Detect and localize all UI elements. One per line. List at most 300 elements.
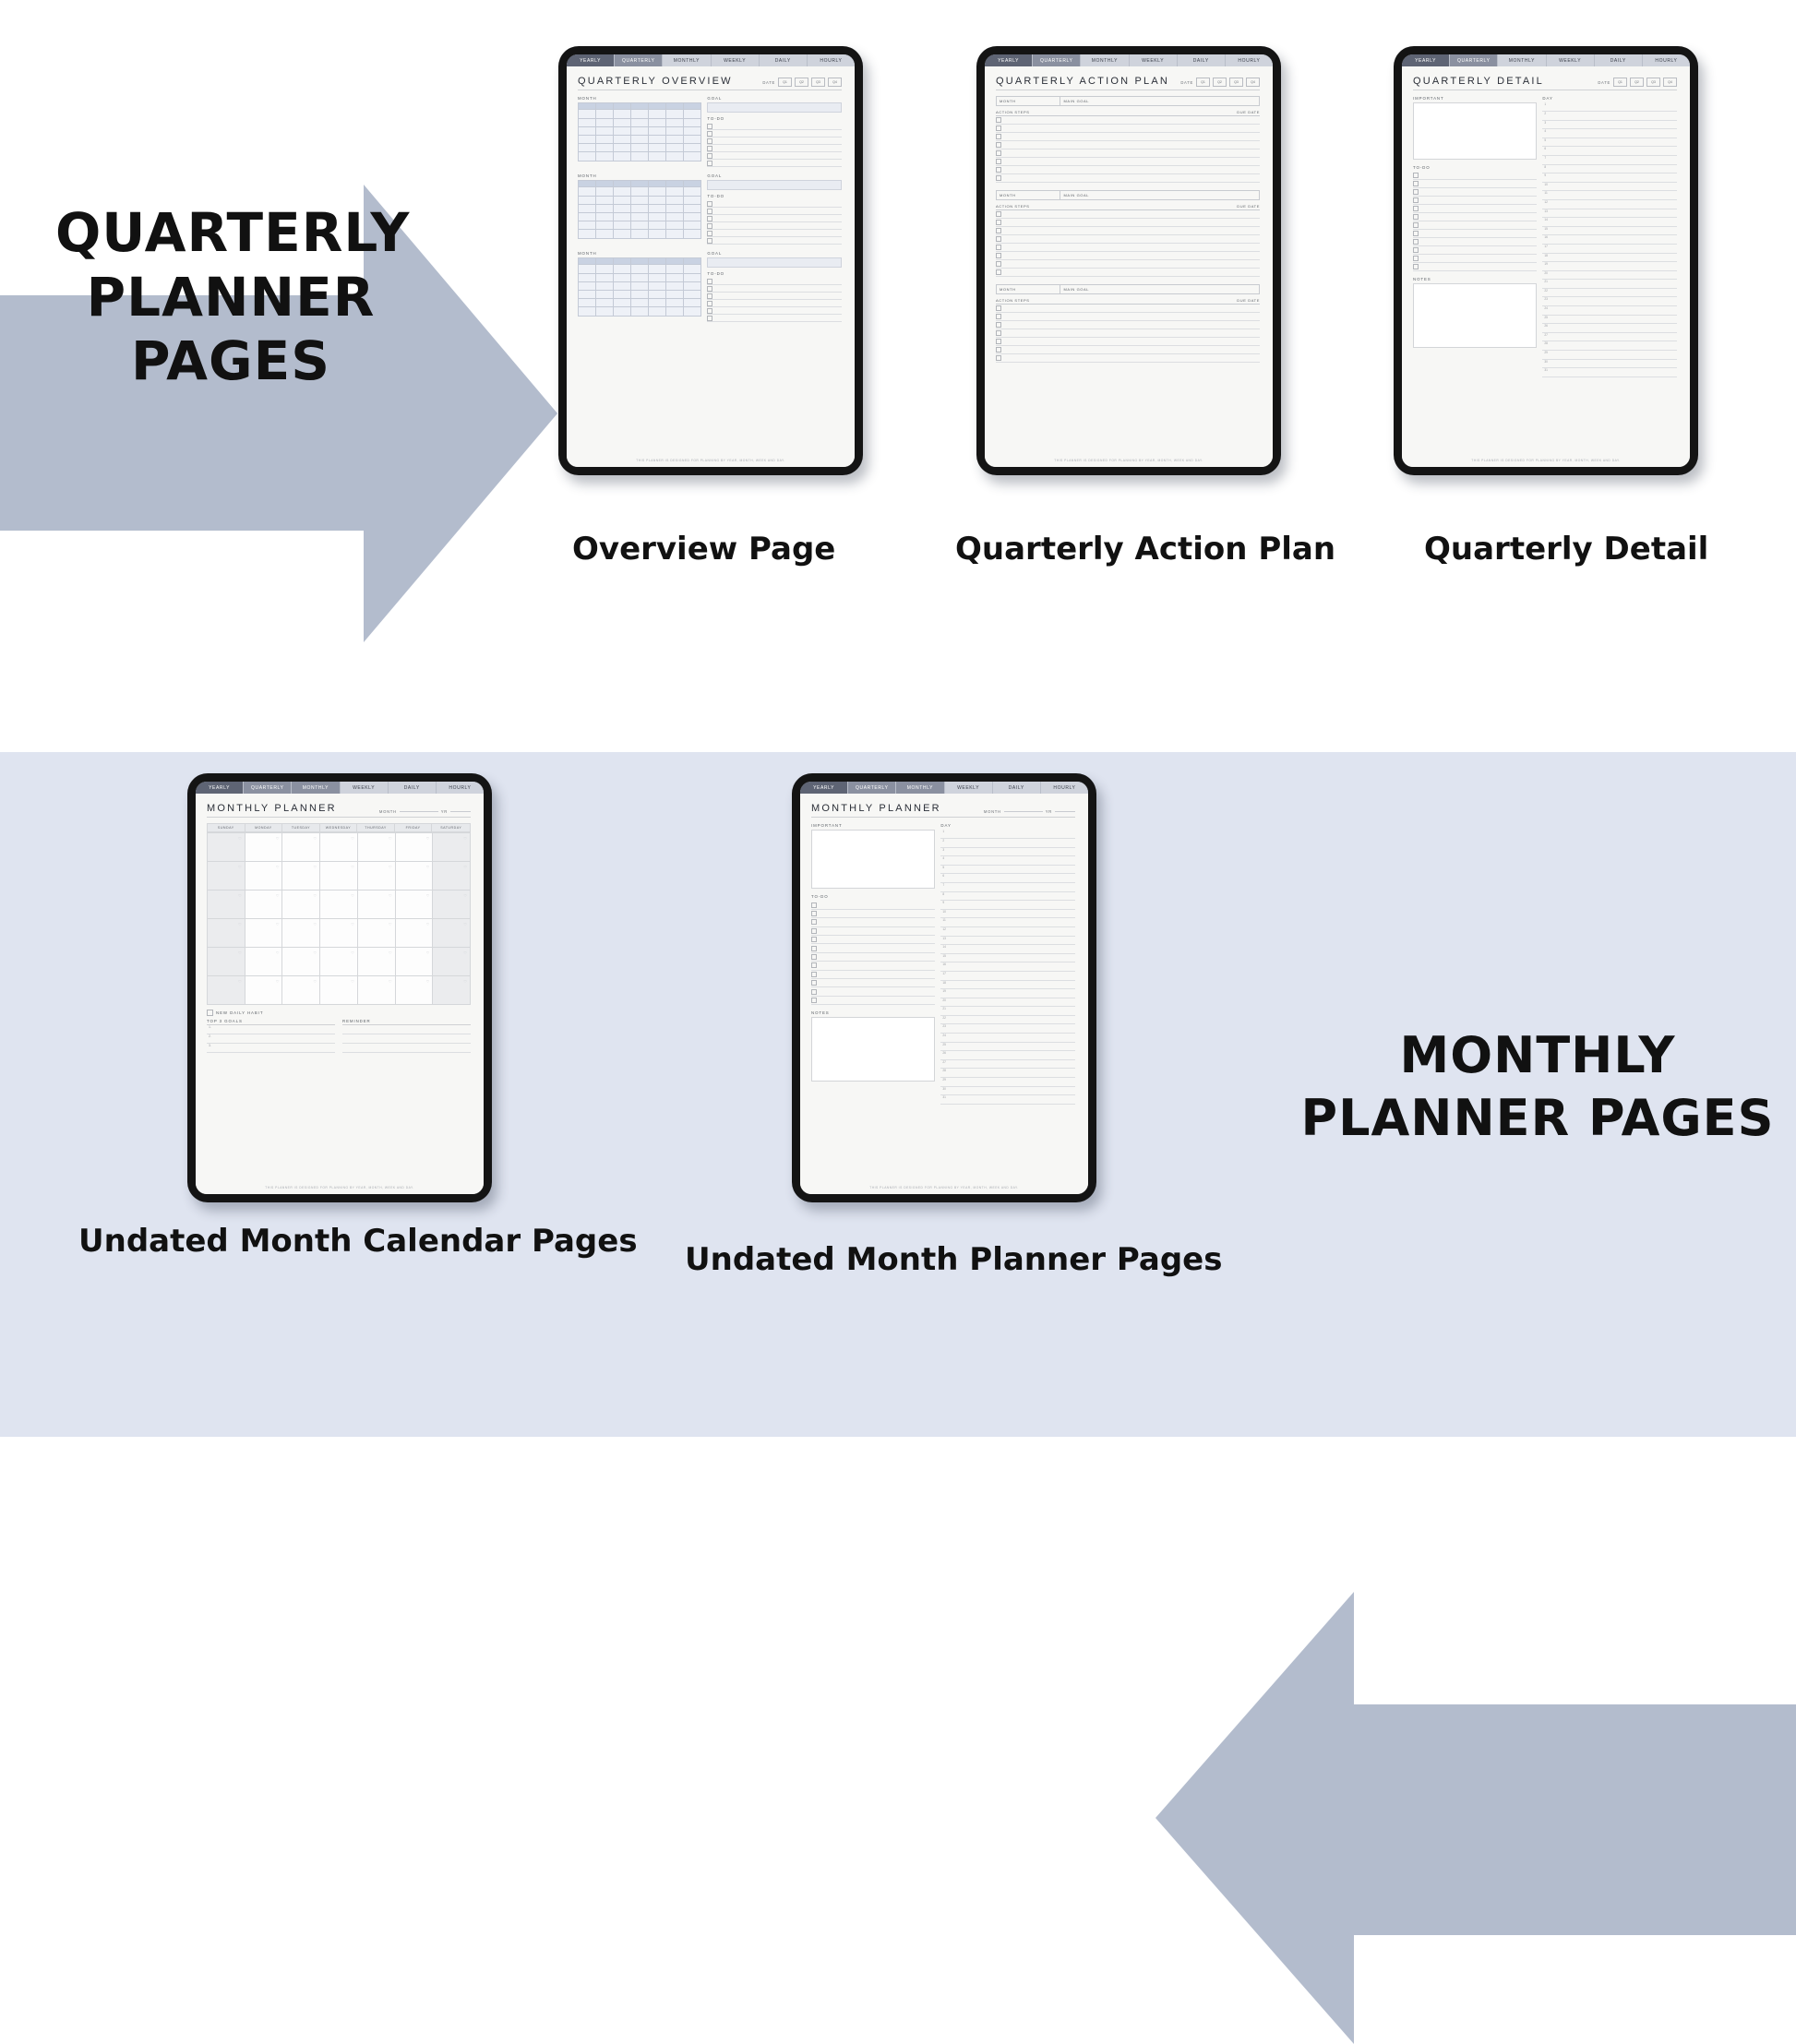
- tab-yearly[interactable]: YEARLY: [196, 782, 244, 794]
- quarter-q4[interactable]: Q4: [1246, 78, 1260, 87]
- caption-detail: Quarterly Detail: [1424, 531, 1709, 568]
- day-cell[interactable]: [396, 833, 434, 862]
- tab-hourly[interactable]: HOURLY: [1226, 54, 1273, 66]
- checkbox[interactable]: [707, 131, 712, 137]
- day-cell[interactable]: [320, 891, 358, 919]
- heart-icon: ♡: [313, 893, 317, 899]
- nav-tabs[interactable]: [567, 54, 855, 66]
- goals-reminder-row: [207, 1019, 471, 1053]
- checkbox[interactable]: [707, 223, 712, 229]
- tablet-detail[interactable]: [1394, 46, 1698, 475]
- checkbox[interactable]: [811, 928, 817, 934]
- overview-block-1: [578, 96, 842, 167]
- checkbox[interactable]: [996, 150, 1001, 156]
- todo-list-2[interactable]: [707, 200, 842, 245]
- checkbox[interactable]: [996, 126, 1001, 131]
- year-label: YR: [440, 809, 448, 815]
- tab-hourly[interactable]: HOURLY: [808, 54, 855, 66]
- day-cell[interactable]: [358, 976, 396, 1005]
- checkbox[interactable]: [996, 339, 1001, 344]
- due-date-label: DUE DATE: [1237, 298, 1260, 304]
- heart-icon: ♡: [351, 865, 354, 870]
- nav-tabs[interactable]: [1402, 54, 1690, 66]
- month-goal-header[interactable]: [996, 284, 1260, 294]
- day-cell[interactable]: [208, 833, 245, 862]
- tablet-overview[interactable]: [558, 46, 863, 475]
- checkbox[interactable]: [707, 301, 712, 306]
- day-cell[interactable]: [282, 976, 320, 1005]
- caption-action-plan: Quarterly Action Plan: [955, 531, 1336, 568]
- overview-month-1: [578, 96, 701, 167]
- month-year-fields[interactable]: [379, 809, 471, 814]
- checkbox[interactable]: [1413, 173, 1419, 178]
- reminder-block: [342, 1019, 471, 1053]
- checkbox[interactable]: [707, 209, 712, 214]
- tab-daily[interactable]: DAILY: [1595, 54, 1643, 66]
- day-cell[interactable]: [358, 833, 396, 862]
- tab-weekly[interactable]: WEEKLY: [341, 782, 389, 794]
- day-cell[interactable]: [320, 833, 358, 862]
- day-cell[interactable]: [320, 862, 358, 891]
- day-cell[interactable]: [282, 919, 320, 948]
- heart-icon: ♡: [388, 865, 392, 870]
- weekday-tuesday: TUESDAY: [282, 824, 320, 831]
- quarter-q3[interactable]: Q3: [1646, 78, 1660, 87]
- month-label: MONTH: [578, 251, 597, 257]
- day-cell[interactable]: [320, 948, 358, 976]
- checkbox[interactable]: [811, 954, 817, 960]
- heart-icon: ♡: [275, 979, 280, 985]
- todo-list-3[interactable]: [707, 278, 842, 322]
- day-cell[interactable]: [245, 891, 283, 919]
- weekday-thursday: THURSDAY: [357, 824, 395, 831]
- goal-field[interactable]: [707, 102, 842, 113]
- tab-yearly[interactable]: YEARLY: [1402, 54, 1450, 66]
- page-footer: THIS PLANNER IS DESIGNED FOR PLANNING BY YEAR, MONTH, WEEK AND DAY.: [869, 1186, 1019, 1189]
- heart-icon: ♡: [463, 979, 467, 985]
- goal-row-3[interactable]: 3.: [207, 1044, 335, 1053]
- day-cell[interactable]: [433, 862, 471, 891]
- quarter-q4[interactable]: Q4: [1663, 78, 1677, 87]
- day-cell[interactable]: [245, 976, 283, 1005]
- planner-left-column: [811, 823, 935, 1161]
- checkbox[interactable]: [996, 142, 1001, 148]
- checkbox[interactable]: [707, 124, 712, 129]
- tab-quarterly[interactable]: QUARTERLY: [615, 54, 663, 66]
- day-cell[interactable]: [358, 948, 396, 976]
- tab-hourly[interactable]: HOURLY: [1643, 54, 1690, 66]
- month-grid[interactable]: [207, 832, 471, 1005]
- quarterly-arrow-line3: PAGES: [130, 329, 331, 393]
- heart-icon: ♡: [351, 979, 354, 985]
- checkbox[interactable]: [707, 293, 712, 299]
- day-cell[interactable]: [282, 833, 320, 862]
- quarter-q2[interactable]: Q2: [1630, 78, 1644, 87]
- checkbox[interactable]: [996, 305, 1001, 311]
- weekday-friday: FRIDAY: [395, 824, 433, 831]
- checkbox[interactable]: [1413, 231, 1419, 236]
- checkbox[interactable]: [996, 355, 1001, 361]
- day-cell[interactable]: [245, 948, 283, 976]
- habit-row[interactable]: [207, 1010, 471, 1016]
- quarter-q2[interactable]: Q2: [795, 78, 808, 87]
- goal-label: GOAL: [707, 251, 723, 257]
- checkbox[interactable]: [1413, 247, 1419, 253]
- action-steps-label: ACTION STEPS: [996, 204, 1030, 209]
- day-cell[interactable]: [245, 919, 283, 948]
- due-date-label: DUE DATE: [1237, 110, 1260, 115]
- tab-daily[interactable]: DAILY: [1178, 54, 1226, 66]
- quarter-q3[interactable]: Q3: [1229, 78, 1243, 87]
- quarter-selector[interactable]: [762, 78, 842, 87]
- checkbox[interactable]: [996, 236, 1001, 242]
- tab-yearly[interactable]: YEARLY: [985, 54, 1033, 66]
- checkbox[interactable]: [707, 308, 712, 314]
- day-cell[interactable]: [208, 862, 245, 891]
- date-label: DATE: [762, 79, 775, 85]
- checkbox[interactable]: [811, 962, 817, 968]
- checkbox[interactable]: [707, 286, 712, 292]
- goal-row-1[interactable]: 1.: [207, 1025, 335, 1034]
- steps-header: [996, 204, 1260, 210]
- day-cell[interactable]: [396, 919, 434, 948]
- checkbox[interactable]: [707, 161, 712, 166]
- reminder-row[interactable]: [342, 1034, 471, 1044]
- checkbox[interactable]: [811, 998, 817, 1003]
- day-cell[interactable]: [208, 948, 245, 976]
- checkbox[interactable]: [996, 117, 1001, 123]
- checkbox[interactable]: [707, 231, 712, 236]
- tab-yearly[interactable]: YEARLY: [567, 54, 615, 66]
- checkbox[interactable]: [996, 269, 1001, 275]
- tablet-month-planner[interactable]: [792, 773, 1096, 1202]
- heart-icon: ♡: [275, 836, 280, 842]
- heart-icon: ♡: [313, 922, 317, 927]
- action-steps-label: ACTION STEPS: [996, 298, 1030, 304]
- day-cell[interactable]: [208, 976, 245, 1005]
- month-planner-title-row: [811, 803, 1075, 818]
- year-input[interactable]: [450, 811, 471, 812]
- tab-weekly[interactable]: WEEKLY: [712, 54, 760, 66]
- important-box[interactable]: [811, 830, 935, 889]
- quarter-q3[interactable]: Q3: [811, 78, 825, 87]
- tab-monthly[interactable]: MONTHLY: [1081, 54, 1129, 66]
- notes-box[interactable]: [1413, 283, 1537, 348]
- monthly-arrow-label: [1298, 1024, 1778, 1149]
- tab-weekly[interactable]: WEEKLY: [1130, 54, 1178, 66]
- heart-icon: ♡: [425, 893, 430, 899]
- heart-icon: ♡: [313, 950, 317, 956]
- important-label: IMPORTANT: [1413, 96, 1444, 102]
- tab-quarterly[interactable]: QUARTERLY: [1033, 54, 1081, 66]
- tab-monthly[interactable]: MONTHLY: [1498, 54, 1546, 66]
- month-input[interactable]: [1004, 811, 1043, 812]
- weekday-wednesday: WEDNESDAY: [320, 824, 358, 831]
- quarter-selector[interactable]: [1180, 78, 1260, 87]
- mini-calendar-1[interactable]: [578, 102, 701, 161]
- action-steps-list-1[interactable]: [996, 116, 1260, 183]
- day-cell[interactable]: [245, 862, 283, 891]
- day-cell[interactable]: [208, 919, 245, 948]
- page-footer: THIS PLANNER IS DESIGNED FOR PLANNING BY YEAR, MONTH, WEEK AND DAY.: [636, 459, 785, 462]
- top-goals-label: TOP 3 GOALS: [207, 1019, 335, 1025]
- checkbox[interactable]: [996, 322, 1001, 328]
- tab-yearly[interactable]: YEARLY: [800, 782, 848, 794]
- heart-icon: ♡: [425, 922, 430, 927]
- checkbox[interactable]: [1413, 264, 1419, 269]
- checkbox[interactable]: [1413, 206, 1419, 211]
- habit-label: NEW DAILY HABIT: [216, 1010, 264, 1016]
- month-goal-header[interactable]: [996, 96, 1260, 106]
- tablet-action-plan[interactable]: [976, 46, 1281, 475]
- quarter-q1[interactable]: Q1: [1613, 78, 1627, 87]
- heart-icon: ♡: [275, 922, 280, 927]
- day-cell[interactable]: [433, 919, 471, 948]
- checkbox[interactable]: [707, 146, 712, 151]
- notes-label: NOTES: [811, 1010, 830, 1016]
- checkbox[interactable]: [996, 347, 1001, 353]
- day-cell[interactable]: [396, 948, 434, 976]
- tab-quarterly[interactable]: QUARTERLY: [848, 782, 896, 794]
- mini-calendar-2[interactable]: [578, 180, 701, 238]
- detail-day-column: [1542, 96, 1677, 434]
- action-steps-list-2[interactable]: [996, 210, 1260, 277]
- heart-icon: ♡: [238, 865, 242, 870]
- checkbox[interactable]: [707, 316, 712, 321]
- day-cell[interactable]: [358, 862, 396, 891]
- checkbox[interactable]: [811, 919, 817, 925]
- tab-quarterly[interactable]: QUARTERLY: [244, 782, 292, 794]
- day-rows[interactable]: 1 2 3 4 5 6 7 8 9 10 11 12 13 14 15 16 17 18 19 20 21 22 23 24 25 26 27 28 29 30 31: [1542, 102, 1677, 377]
- day-cell[interactable]: [396, 976, 434, 1005]
- checkbox[interactable]: [996, 175, 1001, 181]
- detail-body: [1413, 96, 1677, 434]
- heart-icon: ♡: [313, 836, 317, 842]
- overview-block-2: [578, 173, 842, 245]
- heart-icon: ♡: [425, 836, 430, 842]
- reminder-row[interactable]: [342, 1025, 471, 1034]
- month-year-fields[interactable]: [984, 809, 1075, 814]
- overview-title-row: [578, 76, 842, 90]
- goal-row-2[interactable]: 2.: [207, 1034, 335, 1044]
- action-plan-block-2: [996, 190, 1260, 277]
- mini-calendar-3[interactable]: [578, 257, 701, 316]
- heart-icon: ♡: [238, 893, 242, 899]
- month-planner-body: [811, 823, 1075, 1161]
- monthly-arrow-line2: PLANNER PAGES: [1300, 1088, 1775, 1147]
- day-cell[interactable]: [358, 891, 396, 919]
- goal-label: GOAL: [707, 96, 723, 102]
- checkbox[interactable]: [996, 211, 1001, 217]
- checkbox[interactable]: [811, 946, 817, 951]
- tab-daily[interactable]: DAILY: [760, 54, 808, 66]
- overview-goal-1: [707, 96, 842, 167]
- tab-monthly[interactable]: MONTHLY: [292, 782, 340, 794]
- checkbox[interactable]: [811, 937, 817, 942]
- checkbox[interactable]: [707, 138, 712, 144]
- tablet-detail-screen: [1402, 54, 1690, 467]
- month-input[interactable]: [400, 811, 438, 812]
- day-cell[interactable]: [433, 891, 471, 919]
- day-cell[interactable]: [320, 976, 358, 1005]
- day-cell[interactable]: [245, 833, 283, 862]
- day-cell[interactable]: [433, 976, 471, 1005]
- action-steps-list-3[interactable]: [996, 305, 1260, 363]
- tablet-action-plan-screen: [985, 54, 1273, 467]
- heart-icon: ♡: [351, 922, 354, 927]
- todo-list-1[interactable]: [707, 123, 842, 167]
- checkbox[interactable]: [1413, 256, 1419, 261]
- nav-tabs[interactable]: [800, 782, 1088, 794]
- top-goals-list[interactable]: [207, 1025, 335, 1053]
- checkbox[interactable]: [996, 253, 1001, 258]
- heart-icon: ♡: [388, 893, 392, 899]
- day-cell[interactable]: [208, 891, 245, 919]
- quarter-q1[interactable]: Q1: [1196, 78, 1210, 87]
- day-label: DAY: [940, 823, 952, 829]
- year-input[interactable]: [1055, 811, 1075, 812]
- heart-icon: ♡: [425, 979, 430, 985]
- day-cell[interactable]: [320, 919, 358, 948]
- heart-icon: ♡: [238, 922, 242, 927]
- checkbox[interactable]: [1413, 181, 1419, 186]
- heart-icon: ♡: [351, 950, 354, 956]
- monthly-arrow-line1: MONTHLY: [1399, 1026, 1676, 1084]
- action-steps-label: ACTION STEPS: [996, 110, 1030, 115]
- tablet-month-calendar[interactable]: [187, 773, 492, 1202]
- todo-label: TO-DO: [707, 194, 724, 199]
- checkbox[interactable]: [811, 902, 817, 908]
- tab-monthly[interactable]: MONTHLY: [896, 782, 944, 794]
- checkbox[interactable]: [1413, 189, 1419, 195]
- day-cell[interactable]: [396, 862, 434, 891]
- tab-daily[interactable]: DAILY: [389, 782, 437, 794]
- heart-icon: ♡: [463, 950, 467, 956]
- detail-page: [1402, 66, 1690, 467]
- checkbox[interactable]: [707, 279, 712, 284]
- day-cell[interactable]: [282, 948, 320, 976]
- tab-weekly[interactable]: WEEKLY: [1547, 54, 1595, 66]
- checkbox[interactable]: [1413, 214, 1419, 220]
- page-footer: THIS PLANNER IS DESIGNED FOR PLANNING BY YEAR, MONTH, WEEK AND DAY.: [265, 1186, 414, 1189]
- quarter-q1[interactable]: Q1: [778, 78, 792, 87]
- nav-tabs[interactable]: [196, 782, 484, 794]
- checkbox[interactable]: [996, 220, 1001, 225]
- heart-icon: ♡: [388, 950, 392, 956]
- day-cell[interactable]: [433, 948, 471, 976]
- tab-weekly[interactable]: WEEKLY: [945, 782, 993, 794]
- checkbox[interactable]: [707, 153, 712, 159]
- heart-icon: ♡: [238, 950, 242, 956]
- tab-hourly[interactable]: HOURLY: [437, 782, 484, 794]
- tablet-month-planner-screen: [800, 782, 1088, 1194]
- main-goal-label: MAIN GOAL: [1063, 99, 1090, 104]
- overview-block-3: [578, 251, 842, 322]
- tab-daily[interactable]: DAILY: [993, 782, 1041, 794]
- overview-month-3: [578, 251, 701, 322]
- quarter-selector[interactable]: [1598, 78, 1677, 87]
- notes-label: NOTES: [1413, 277, 1431, 282]
- day-cell[interactable]: [358, 919, 396, 948]
- caption-month-planner: Undated Month Planner Pages: [685, 1241, 1223, 1278]
- heart-icon: ♡: [463, 893, 467, 899]
- checkbox[interactable]: [811, 972, 817, 977]
- checkbox[interactable]: [707, 238, 712, 244]
- day-cell[interactable]: [282, 891, 320, 919]
- important-box[interactable]: [1413, 102, 1537, 160]
- checkbox[interactable]: [207, 1010, 213, 1016]
- notes-box[interactable]: [811, 1017, 935, 1082]
- overview-page: [567, 66, 855, 467]
- heart-icon: ♡: [425, 950, 430, 956]
- heart-icon: ♡: [238, 979, 242, 985]
- heart-icon: ♡: [275, 893, 280, 899]
- month-label: MONTH: [378, 809, 397, 815]
- day-cell[interactable]: [396, 891, 434, 919]
- arrow-head: [1155, 1592, 1354, 2044]
- heart-icon: ♡: [238, 836, 242, 842]
- nav-tabs[interactable]: [985, 54, 1273, 66]
- tab-monthly[interactable]: MONTHLY: [663, 54, 711, 66]
- checkbox[interactable]: [996, 245, 1001, 250]
- month-calendar-title-row: [207, 803, 471, 818]
- day-cell[interactable]: [433, 833, 471, 862]
- tab-quarterly[interactable]: QUARTERLY: [1450, 54, 1498, 66]
- weekday-sunday: SUNDAY: [208, 824, 245, 831]
- detail-left-column: [1413, 96, 1537, 434]
- month-label: MONTH: [997, 285, 1060, 293]
- tab-hourly[interactable]: HOURLY: [1041, 782, 1088, 794]
- todo-list[interactable]: [1413, 172, 1537, 271]
- heart-icon: ♡: [313, 979, 317, 985]
- checkbox[interactable]: [996, 159, 1001, 164]
- checkbox[interactable]: [811, 980, 817, 986]
- quarter-q2[interactable]: Q2: [1213, 78, 1227, 87]
- day-cell[interactable]: [282, 862, 320, 891]
- quarter-q4[interactable]: Q4: [828, 78, 842, 87]
- checkbox[interactable]: [996, 167, 1001, 173]
- checkbox[interactable]: [996, 228, 1001, 233]
- checkbox[interactable]: [707, 201, 712, 207]
- checkbox[interactable]: [996, 134, 1001, 139]
- checkbox[interactable]: [996, 330, 1001, 336]
- reminder-list[interactable]: [342, 1025, 471, 1053]
- month-goal-header[interactable]: [996, 190, 1260, 200]
- tablet-month-calendar-screen: [196, 782, 484, 1194]
- todo-list[interactable]: [811, 901, 935, 1005]
- checkbox[interactable]: [1413, 239, 1419, 245]
- checkbox[interactable]: [1413, 222, 1419, 228]
- goal-field[interactable]: [707, 257, 842, 268]
- checkbox[interactable]: [707, 216, 712, 221]
- reminder-row[interactable]: [342, 1044, 471, 1053]
- checkbox[interactable]: [811, 989, 817, 995]
- caption-overview: Overview Page: [572, 531, 836, 568]
- month-label: MONTH: [997, 97, 1060, 105]
- steps-header: [996, 298, 1260, 305]
- checkbox[interactable]: [996, 261, 1001, 267]
- checkbox[interactable]: [811, 911, 817, 916]
- heart-icon: ♡: [425, 865, 430, 870]
- goal-field[interactable]: [707, 180, 842, 190]
- overview-goal-3: [707, 251, 842, 322]
- month-calendar-page: [196, 794, 484, 1194]
- day-rows[interactable]: 1 2 3 4 5 6 7 8 9 10 11 12 13 14 15 16 17 18 19 20 21 22 23 24 25 26 27 28 29 30 31: [940, 830, 1075, 1104]
- important-label: IMPORTANT: [811, 823, 843, 829]
- checkbox[interactable]: [1413, 197, 1419, 203]
- checkbox[interactable]: [996, 314, 1001, 319]
- todo-label: TO-DO: [811, 894, 829, 900]
